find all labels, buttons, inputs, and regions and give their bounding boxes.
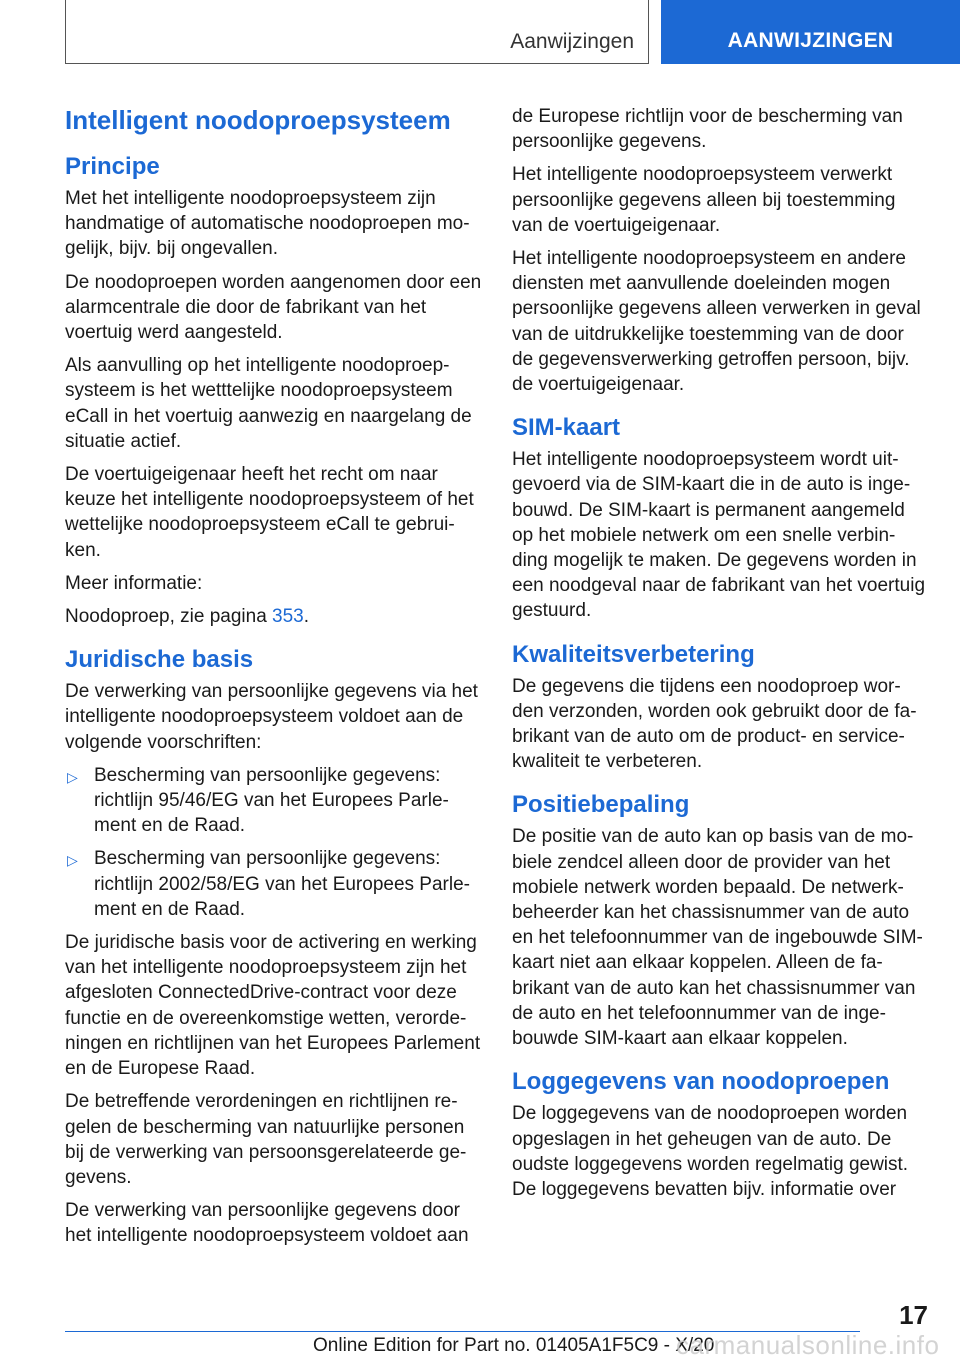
regulation-list: [65, 763, 483, 922]
heading-sim-kaart: SIM-kaart: [512, 414, 621, 442]
list-item-text: Bescherming van persoonlijke gegevens: richtlijn 95/46/EG van het Europees Parle-ment en de Raad.: [94, 764, 449, 837]
cross-reference: [65, 604, 483, 629]
list-item: [65, 846, 483, 922]
heading-loggegevens: Loggegevens van noodoproepen: [512, 1068, 890, 1096]
paragraph: de Europese richtlijn voor de bescherming van persoonlijke gegevens.: [512, 106, 903, 153]
paragraph: De juridische basis voor de activering en werking van het intelligente noodoproepsysteem zijn het afgesloten ConnectedDrive-contract voor deze functie en de overeenkomstige wetten, verorde-ningen en richtlijnen van het Europees Parlement en de Europese Raad.: [65, 932, 481, 1080]
paragraph: Als aanvulling op het intelligente noodoproep-systeem is het wetttelijke noodoproepsysteem eCall in het voertuig aanwezig en naargelang de situatie actief.: [65, 355, 472, 452]
footer-edition: Online Edition for Part no. 01405A1F5C9 - X/20: [313, 1335, 715, 1356]
paragraph: De loggegevens van de noodoproepen worden opgeslagen in het geheugen van de auto. De oudste loggegevens worden regelmatig gewist. De loggegevens bevatten bijv. informatie over: [512, 1103, 909, 1200]
paragraph: Het intelligente noodoproepsysteem en andere diensten met aanvullende doeleinden mogen persoonlijke gegevens alleen verwerken in geval van de uitdrukkelijke toestemming van de door de gegevensverwerking getroffen persoon, bijv. de voertuigeigenaar.: [512, 248, 921, 396]
list-item-text: Bescherming van persoonlijke gegevens: richtlijn 2002/58/EG van het Europees Parle-ment en de Raad.: [94, 848, 470, 920]
reference-end: .: [303, 606, 310, 628]
page-number: 17: [899, 1300, 928, 1330]
header-section-title: Aanwijzingen: [510, 30, 634, 53]
heading-kwaliteitsverbetering: Kwaliteitsverbetering: [512, 640, 755, 668]
left-column: [65, 100, 483, 1257]
paragraph: De noodoproepen worden aangenomen door een alarmcentrale die door de fabrikant van het voertuig werd aangesteld.: [65, 271, 482, 344]
page-reference-link[interactable]: 353: [272, 606, 304, 628]
paragraph: Het intelligente noodoproepsysteem verwerkt persoonlijke gegevens alleen bij toestemming van de voertuigeigenaar.: [512, 164, 896, 236]
paragraph: De positie van de auto kan op basis van de mo-biele zendcel alleen door de provider van het mobiele netwerk worden bepaald. De netwerk-beheerder kan het chassisnummer van de auto en het telefoonnummer van de ingebouwde SIM-kaart niet aan elkaar koppelen. Alleen de fa-brikant van de auto kan het chassisnummer van de auto en het telefoonnummer van de inge-bouwde SIM-kaart aan elkaar koppelen.: [512, 826, 923, 1050]
paragraph: Het intelligente noodoproepsysteem wordt uit-gevoerd via de SIM-kaart die in de auto is inge-bouwd. De SIM-kaart is permanent aangemeld op het mobiele netwerk om een snelle verbin-ding mogelijk te maken. De gegevens worden in een noodgeval naar de fabrikant van het voertuig gestuurd.: [512, 449, 926, 622]
header-frame: [65, 0, 649, 64]
list-item: [65, 763, 483, 839]
paragraph: De verwerking van persoonlijke gegevens door het intelligente noodoproepsysteem voldoet aan: [65, 1200, 469, 1247]
heading-positiebepaling: Positiebepaling: [512, 791, 690, 819]
paragraph: Met het intelligente noodoproepsysteem zijn handmatige of automatische noodoproepen mo-gelijk, bijv. bij ongevallen.: [65, 188, 470, 260]
reference-text: Noodoproep, zie pagina: [65, 606, 273, 628]
heading-juridische-basis: Juridische basis: [65, 646, 254, 674]
paragraph: De verwerking van persoonlijke gegevens via het intelligente noodoproepsysteem voldoet aan de volgende voorschriften:: [65, 681, 478, 753]
paragraph: De gegevens die tijdens een noodoproep wor-den verzonden, worden ook gebruikt door de fa-brikant van de auto om de product- en service-kwaliteit te verbeteren.: [512, 675, 917, 773]
triangle-right-icon: ▷: [67, 768, 78, 785]
heading-principe: Principe: [65, 153, 160, 180]
page-title: Intelligent noodoproepsysteem: [65, 105, 451, 135]
header-chapter-tab: AANWIJZINGEN: [661, 0, 960, 64]
paragraph: De voertuigeigenaar heeft het recht om naar keuze het intelligente noodoproepsysteem of het wettelijke noodoproepsysteem eCall te gebrui-ken.: [65, 464, 474, 561]
watermark: carmanualsonline.info: [676, 1330, 940, 1360]
triangle-right-icon: ▷: [67, 852, 78, 869]
more-info-label: Meer informatie:: [65, 572, 203, 594]
right-column: [512, 100, 930, 1210]
paragraph: De betreffende verordeningen en richtlijnen re-gelen de bescherming van natuurlijke personen bij de verwerking van persoonsgerelateerde ge-gevens.: [65, 1091, 467, 1188]
